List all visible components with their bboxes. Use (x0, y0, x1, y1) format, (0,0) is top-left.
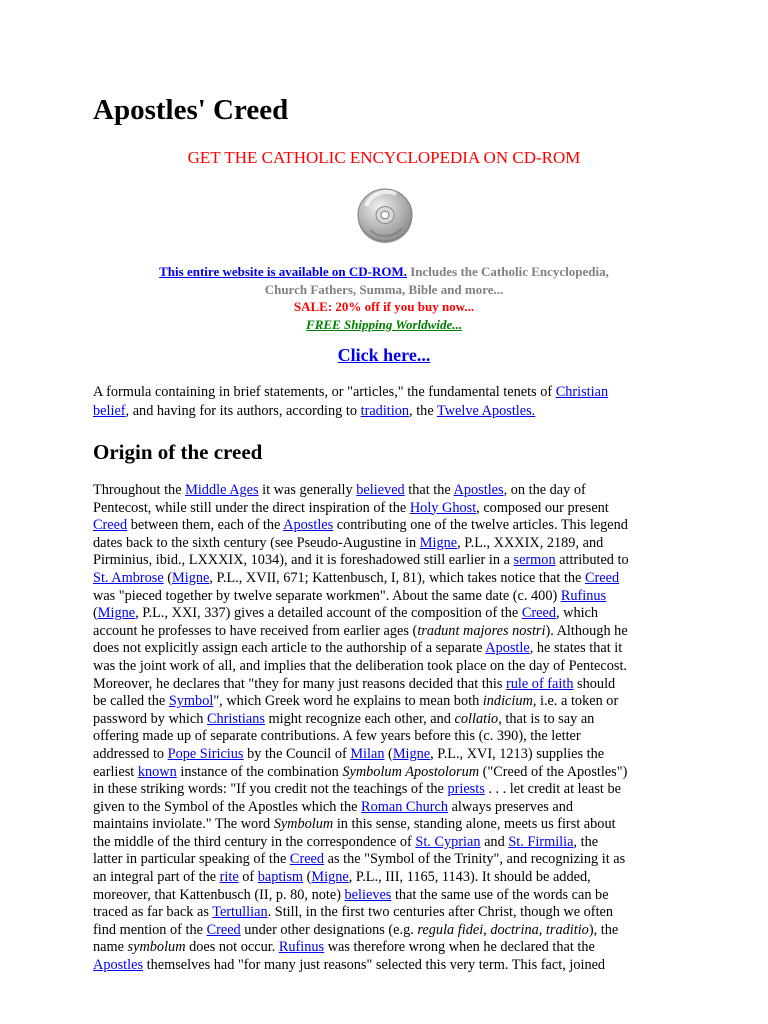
body-text: should (573, 675, 616, 692)
body-text: an integral part of the (93, 869, 220, 886)
link-st-ambrose[interactable]: St. Ambrose (93, 569, 164, 586)
italic-text: tradunt majores nostri (417, 622, 546, 639)
body-text: , that is to say an (498, 710, 595, 727)
body-text: , P.L., XXI, 337) gives a detailed account of the composition of the (135, 605, 522, 622)
body-text: always preserves and (448, 798, 574, 815)
text-line (93, 799, 683, 817)
text-line (93, 658, 683, 676)
click-here-container (0, 343, 768, 367)
body-text: , P.L., III, 1165, 1143). It should be added, (348, 869, 591, 886)
intro-text: A formula containing in brief statements, or "articles," the fundamental tenets of (93, 384, 556, 400)
body-text: that the (404, 482, 454, 498)
link-tertullian[interactable]: Tertullian (212, 904, 268, 921)
body-text: moreover, that Kattenbusch (II, p. 80, note) (93, 886, 345, 903)
link-creed[interactable]: Creed (521, 605, 556, 622)
text-line (93, 816, 683, 834)
link-baptism[interactable]: baptism (257, 869, 304, 886)
body-text: , i.e. a token or (532, 693, 619, 710)
body-text: does not occur. (185, 939, 279, 956)
body-text: ( (384, 745, 393, 762)
italic-text: Symbolum Apostolorum (342, 763, 480, 780)
link-tradition[interactable]: tradition (360, 402, 410, 419)
body-text: . Still, in the first two centuries after Christ, though we often (267, 904, 614, 921)
text-line (93, 957, 683, 975)
body-text: Pirminius, ibid., LXXXIX, 1034), and it is foreshadowed still earlier in a (93, 552, 514, 569)
link-rufinus[interactable]: Rufinus (278, 939, 325, 956)
link-migne[interactable]: Migne (97, 605, 136, 622)
body-text: attributed to (555, 552, 629, 569)
link-twelve-apostles[interactable]: Twelve Apostles. (436, 402, 536, 419)
body-text: was the joint work of all, and implies that the deliberation took place on the day of Pentecost. (93, 657, 628, 674)
link-roman-church[interactable]: Roman Church (361, 798, 449, 815)
body-text: Pentecost, while still under the direct inspiration of the (93, 499, 410, 516)
italic-text: Symbolum (273, 816, 334, 833)
text-line (93, 746, 683, 764)
text-line (93, 535, 683, 553)
link-milan[interactable]: Milan (350, 745, 385, 762)
text-line (93, 887, 683, 905)
body-text: ( (93, 605, 98, 622)
text-line (93, 623, 683, 641)
body-text: ("Creed of the Apostles") (479, 763, 628, 780)
text-line (93, 869, 683, 887)
body-paragraph (93, 482, 683, 975)
text-line (93, 588, 683, 606)
body-text: does not explicitly assign each article to the authorship of a separate (93, 640, 486, 657)
text-line (93, 640, 683, 658)
body-text: traced as far back as (93, 904, 213, 921)
body-text: maintains inviolate." The word (93, 816, 274, 833)
italic-text: indicium (482, 693, 533, 710)
cd-rom-availability-link[interactable]: This entire website is available on CD-ROM. (159, 264, 407, 279)
body-text: ", which Greek word he explains to mean both (213, 693, 483, 710)
link-sermon[interactable]: sermon (513, 552, 556, 569)
body-text: ( (163, 569, 173, 586)
body-text: by the Council of (243, 745, 351, 762)
link-symbol[interactable]: Symbol (168, 693, 214, 710)
link-st-firmilia[interactable]: St. Firmilia (508, 833, 574, 850)
body-text: , P.L., XXXIX, 2189, and (457, 534, 604, 551)
body-text: Throughout the (93, 482, 186, 498)
promo-banner (0, 146, 768, 170)
link-migne[interactable]: Migne (392, 745, 431, 762)
link-creed[interactable]: Creed (206, 921, 241, 938)
text-line (93, 939, 683, 957)
body-text: as the "Symbol of the Trinity", and recognizing it as (324, 851, 626, 868)
text-line (93, 851, 683, 869)
text-line (93, 570, 683, 588)
text-line (93, 922, 683, 940)
link-known[interactable]: known (137, 763, 177, 780)
body-text: , P.L., XVII, 671; Kattenbusch, I, 81), which takes notice that the (209, 569, 585, 586)
body-text: , which (555, 605, 599, 622)
text-line (93, 605, 683, 623)
body-text: was "pieced together by twelve separate workmen". About the same date (c. 400) (93, 587, 561, 604)
body-text: might recognize each other, and (264, 710, 455, 727)
italic-text: symbolum (127, 939, 186, 956)
body-text: and (480, 833, 509, 850)
body-text: offering made up of separate contributions. A few years before this (c. 390), the letter (93, 728, 581, 745)
body-text: latter in particular speaking of the (93, 851, 290, 868)
text-line (93, 676, 683, 694)
link-rule-of-faith[interactable]: rule of faith (506, 675, 574, 692)
body-text: in these striking words: "If you credit not the teachings of the (93, 781, 448, 798)
body-text: themselves had "for many just reasons" selected this very term. This fact, joined (143, 957, 606, 974)
link-christian[interactable]: Christian (555, 384, 609, 400)
link-creed[interactable]: Creed (584, 569, 620, 586)
link-migne[interactable]: Migne (172, 569, 210, 586)
body-text: , the (573, 833, 599, 850)
link-belief[interactable]: belief (93, 402, 126, 419)
text-line (93, 500, 683, 518)
intro-text: , the (409, 402, 437, 419)
body-text: that the same use of the words can be (391, 886, 609, 903)
body-text: the middle of the third century in the correspondence of (93, 833, 416, 850)
body-text: of (238, 869, 258, 886)
link-apostles[interactable]: Apostles (283, 517, 334, 534)
section-heading: Origin of the creed (93, 440, 263, 464)
body-text: was therefore wrong when he declared that the (324, 939, 595, 956)
link-middle-ages[interactable]: Middle Ages (185, 482, 259, 498)
text-line (93, 693, 683, 711)
text-line (93, 764, 683, 782)
link-creed[interactable]: Creed (289, 851, 325, 868)
body-text: in this sense, standing alone, meets us first about (333, 816, 616, 833)
includes-text-continued: Church Fathers, Summa, Bible and more... (264, 281, 504, 297)
body-text: account he professes to have received from earlier ages ( (93, 622, 418, 639)
sale-text: SALE: 20% off if you buy now... (293, 299, 475, 314)
intro-paragraph (93, 383, 683, 420)
italic-text: regula fidei, doctrina, traditio (417, 921, 589, 938)
body-text: between them, each of the (127, 517, 284, 534)
body-text: instance of the combination (176, 763, 343, 780)
link-priests[interactable]: priests (447, 781, 485, 798)
text-line (93, 781, 683, 799)
body-text: , P.L., XVI, 1213) supplies the (430, 745, 605, 762)
body-text: find mention of the (93, 921, 207, 938)
body-text: addressed to (93, 745, 168, 762)
text-line (93, 711, 683, 729)
click-here-link[interactable]: Click here... (337, 345, 431, 365)
cd-rom-disc-icon[interactable] (356, 186, 414, 244)
body-text: be called the (93, 693, 169, 710)
italic-text: collatio (454, 710, 499, 727)
link-apostle[interactable]: Apostle (485, 640, 530, 657)
link-migne[interactable]: Migne (311, 869, 349, 886)
body-text: under other designations (e.g. (240, 921, 418, 938)
body-text: ), the (588, 921, 619, 938)
free-shipping-link[interactable]: FREE Shipping Worldwide... (306, 316, 462, 332)
text-line (93, 517, 683, 535)
includes-text: Includes the Catholic Encyclopedia, (406, 264, 609, 279)
link-pope-siricius[interactable]: Pope Siricius (167, 745, 244, 762)
body-text: dates back to the sixth century (see Pseudo-Augustine in (93, 534, 420, 551)
body-text: , on the day of (503, 482, 586, 498)
link-believed[interactable]: believed (356, 482, 405, 498)
page-title: Apostles' Creed (93, 94, 289, 126)
availability-notice (0, 263, 768, 333)
intro-text: , and having for its authors, according to (125, 402, 361, 419)
body-text: name (93, 939, 128, 956)
body-text: it was generally (258, 482, 357, 498)
text-line (93, 552, 683, 570)
body-text: given to the Symbol of the Apostles which the (93, 798, 362, 815)
body-text: ). Although he (545, 622, 628, 639)
link-creed[interactable]: Creed (93, 517, 128, 534)
body-text: earliest (93, 763, 138, 780)
link-christians[interactable]: Christians (206, 710, 265, 727)
link-st-cyprian[interactable]: St. Cyprian (415, 833, 481, 850)
link-believes[interactable]: believes (344, 886, 392, 903)
body-text: contributing one of the twelve articles. This legend (333, 517, 628, 534)
body-text: . . . let credit at least be (484, 781, 621, 798)
body-text: , he states that it (529, 640, 623, 657)
body-text: , composed our present (476, 499, 609, 516)
text-line (93, 834, 683, 852)
body-text: password by which (93, 710, 207, 727)
link-apostles[interactable]: Apostles (93, 957, 144, 974)
text-line (93, 728, 683, 746)
link-rite[interactable]: rite (219, 869, 239, 886)
text-line (93, 904, 683, 922)
body-text: Moreover, he declares that "they for many just reasons decided that this (93, 675, 506, 692)
link-apostles[interactable]: Apostles (453, 482, 504, 498)
link-migne[interactable]: Migne (419, 534, 458, 551)
link-rufinus[interactable]: Rufinus (560, 587, 607, 604)
body-text: ( (303, 869, 312, 886)
text-line (93, 482, 683, 500)
promo-link[interactable]: GET THE CATHOLIC ENCYCLOPEDIA ON CD-ROM (187, 148, 581, 167)
link-holy-ghost[interactable]: Holy Ghost (409, 499, 477, 516)
